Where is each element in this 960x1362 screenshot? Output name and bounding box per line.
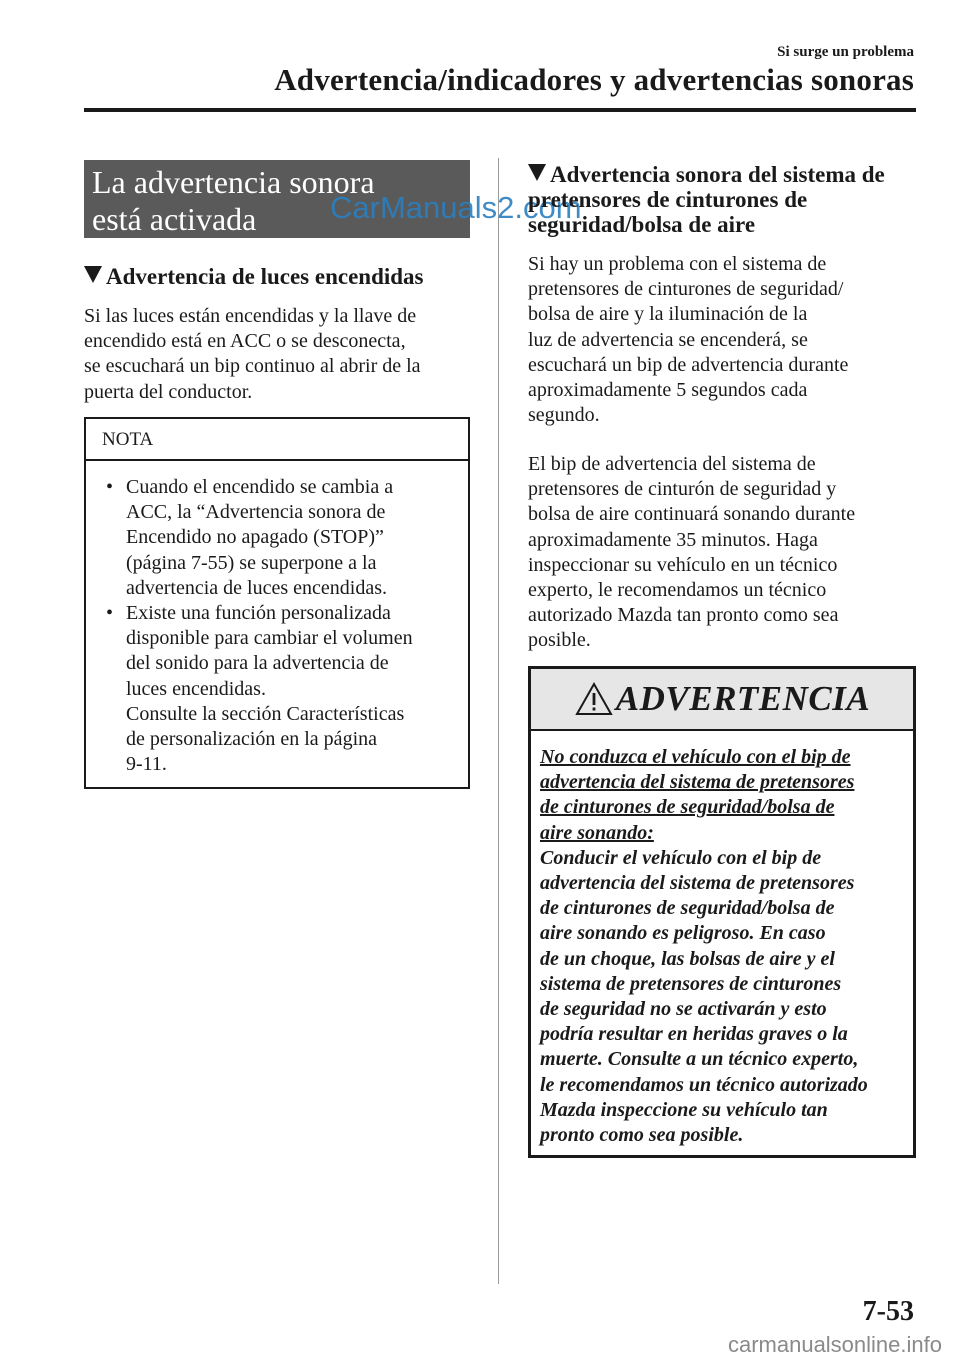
text-line: del sonido para la advertencia de (126, 652, 389, 675)
text-line: autorizado Mazda tan pronto como sea (528, 604, 839, 627)
triangle-down-icon (84, 266, 102, 283)
text-line: (página 7-55) se superpone a la (126, 551, 377, 574)
text-line: Cuando el encendido se cambia a (126, 476, 394, 498)
subheading-airbag-line: pretensores de cinturones de (528, 187, 808, 212)
text-line: advertencia de luces encendidas. (126, 576, 387, 599)
column-divider (498, 158, 499, 1284)
warning-line: Mazda inspeccione su vehículo tan (540, 1098, 828, 1121)
nota-box (84, 417, 470, 789)
warning-title: ADVERTENCIA (615, 679, 871, 718)
nota-list (86, 461, 468, 777)
text-line: Consulte la sección Características (126, 702, 405, 725)
warning-box (528, 666, 916, 1158)
banner-line-1: La advertencia sonora (92, 164, 375, 200)
text-line: escuchará un bip de advertencia durante (528, 353, 849, 376)
triangle-down-icon (528, 164, 546, 181)
text-line: disponible para cambiar el volumen (126, 627, 413, 650)
text-line: encendido está en ACC o se desconecta, (84, 330, 406, 353)
text-line: luz de advertencia se encenderá, se (528, 328, 808, 351)
text-line: posible. (528, 629, 591, 652)
header-section: Si surge un problema (777, 44, 914, 60)
text-line: ACC, la “Advertencia sonora de (126, 501, 386, 524)
warning-line: de cinturones de seguridad/bolsa de (540, 897, 835, 920)
paragraph-airbag-2 (528, 452, 920, 654)
warning-line-underlined: aire sonando: (540, 821, 654, 844)
warning-line-underlined: de cinturones de seguridad/bolsa de (540, 796, 835, 819)
footer-watermark: carmanualsonline.info (727, 1332, 942, 1357)
text-line: aproximadamente 35 minutos. Haga (528, 528, 818, 551)
warning-body (531, 731, 913, 1148)
warning-line: Conducir el vehículo con el bip de (540, 846, 822, 869)
text-line: pretensores de cinturón de seguridad y (528, 478, 837, 501)
watermark: CarManuals2.com (330, 190, 582, 225)
warning-line-underlined: No conduzca el vehículo con el bip de (540, 746, 851, 768)
warning-header (531, 669, 913, 731)
text-line: inspeccionar su vehículo en un técnico (528, 553, 838, 576)
text-line: Encendido no apagado (STOP)” (126, 526, 384, 549)
warning-line: advertencia del sistema de pretensores (540, 872, 855, 895)
warning-line: pronto como sea posible. (540, 1124, 744, 1147)
text-line: 9-11. (126, 753, 167, 776)
bullet-icon: • (106, 602, 114, 625)
text-line: pretensores de cinturones de seguridad/ (528, 278, 844, 301)
subheading-lights-text: Advertencia de luces encendidas (106, 264, 424, 289)
text-line: bolsa de aire continuará sonando durante (528, 503, 856, 526)
text-line: experto, le recomendamos un técnico (528, 579, 827, 602)
warning-line: le recomendamos un técnico autorizado (540, 1073, 868, 1096)
header-rule (84, 108, 916, 112)
list-item (104, 601, 458, 777)
bullet-icon: • (106, 476, 114, 498)
subheading-airbag-line (552, 162, 940, 187)
text-line: aproximadamente 5 segundos cada (528, 379, 808, 402)
paragraph-airbag-1 (528, 252, 920, 428)
text-line: de personalización en la página (126, 728, 377, 751)
warning-line: podría resultar en heridas graves o la (540, 1023, 848, 1046)
text-line: bolsa de aire y la iluminación de la (528, 303, 808, 326)
warning-triangle-icon (574, 681, 614, 717)
page-number: 7-53 (862, 1296, 914, 1327)
subheading-airbag-line: seguridad/bolsa de aire (528, 212, 756, 237)
warning-line: muerte. Consulte a un técnico experto, (540, 1048, 859, 1071)
text-line: se escuchará un bip continuo al abrir de la (84, 355, 421, 378)
banner-line-2: está activada (92, 201, 257, 237)
text-line: Si hay un problema con el sistema de (528, 253, 827, 275)
warning-line: sistema de pretensores de cinturones (540, 972, 842, 995)
list-item (104, 475, 458, 601)
subheading-airbag-text: Advertencia sonora del sistema de (550, 162, 885, 187)
warning-line: de seguridad no se activarán y esto (540, 998, 827, 1021)
text-line: luces encendidas. (126, 677, 266, 700)
subheading-airbag (528, 162, 940, 237)
text-line: El bip de advertencia del sistema de (528, 453, 816, 475)
warning-line: aire sonando es peligroso. En caso (540, 922, 826, 945)
text-line: puerta del conductor. (84, 380, 253, 403)
page-title: Advertencia/indicadores y advertencias sonoras (274, 62, 914, 97)
warning-line: de un choque, las bolsas de aire y el (540, 947, 835, 970)
warning-line-underlined: advertencia del sistema de pretensores (540, 771, 855, 794)
text-line: Si las luces están encendidas y la llave de (84, 305, 417, 327)
text-line: segundo. (528, 404, 600, 427)
subheading-lights (84, 264, 424, 289)
paragraph-lights (84, 304, 476, 405)
nota-label: NOTA (86, 419, 468, 461)
text-line: Existe una función personalizada (126, 602, 391, 625)
